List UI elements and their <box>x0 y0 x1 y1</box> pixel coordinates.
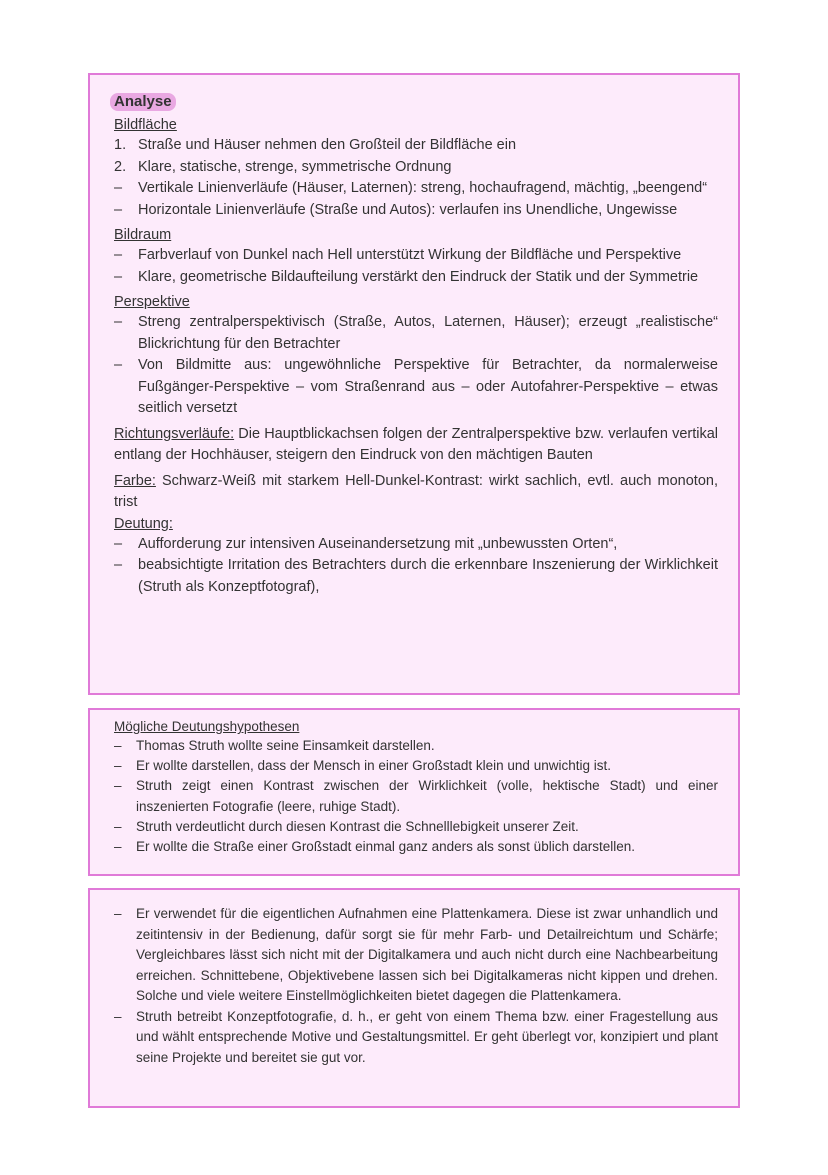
bildraum-title: Bildraum <box>114 227 172 243</box>
deutung-title: Deutung: <box>114 515 173 532</box>
hypotheses-box <box>88 708 740 876</box>
technique-box <box>88 888 740 1108</box>
farbe-paragraph: Farbe: Schwarz-Weiß mit starkem Hell-Dunkel-Kontrast: wirkt sachlich, evtl. auch monoton, trist <box>114 472 718 510</box>
list-item: – Struth betreibt Konzeptfotografie, d. h., er geht von einem Thema bzw. einer Fragestellung aus und wählt entsprechende Motive und Gestaltungsmittel. Er geht überlegt vor, konzipiert und plant seine Projekte und bereitet sie gut vor. <box>114 1008 718 1065</box>
list-item: – Klare, geometrische Bildaufteilung verstärkt den Eindruck der Statik und der Symmetrie <box>114 268 699 285</box>
list-item: – Thomas Struth wollte seine Einsamkeit darstellen. <box>114 738 435 753</box>
list-item: – Struth verdeutlicht durch diesen Kontrast die Schnelllebigkeit unserer Zeit. <box>114 818 579 834</box>
list-item: – Er wollte die Straße einer Großstadt einmal ganz anders als sonst üblich darstellen. <box>114 839 635 855</box>
list-item: 1. Straße und Häuser nehmen den Großteil der Bildfläche ein <box>114 137 517 153</box>
list-item: – Von Bildmitte aus: ungewöhnliche Perspektive für Betrachter, da normalerweise Fußgänger-Perspektive – vom Straßenrand aus – oder Autofahrer-Perspektive – etwas seitlich versetzt <box>114 357 718 416</box>
list-item: – Struth zeigt einen Kontrast zwischen der Wirklichkeit (volle, hektische Stadt) und einer inszenierten Fotografie (leere, ruhige Stadt). <box>114 778 718 814</box>
analysis-heading: Analyse <box>110 93 176 111</box>
analysis-box <box>88 73 740 695</box>
list-item: – beabsichtigte Irritation des Betrachters durch die erkennbare Inszenierung der Wirklichkeit (Struth als Konzeptfotograf), <box>114 557 718 595</box>
perspektive-title: Perspektive <box>114 294 190 310</box>
richtung-paragraph: Richtungsverläufe: Die Hauptblickachsen folgen der Zentralperspektive bzw. verlaufen vertikal entlang der Hochhäuser, steigern den Eindruck von den mächtigen Bauten <box>114 425 718 463</box>
list-item: 2. Klare, statische, strenge, symmetrische Ordnung <box>114 158 452 175</box>
list-item: – Er verwendet für die eigentlichen Aufnahmen eine Plattenkamera. Diese ist zwar unhandlich und zeitintensiv in der Bedienung, dafür sorgt sie für mehr Farb- und Detailreichtum und Schärfe; Vergleichbares lässt sich nicht mit der Digitalkamera und auch nicht durch eine Nachbearbeitung erreichen. Schnittebene, Objektivebene lassen sich bei Digitalkameras nicht kippen und drehen. Solche und viele weitere Einstellmöglichkeiten bietet dagegen die Plattenkamera. <box>114 906 718 1003</box>
bildflaeche-title: Bildfläche <box>114 117 177 133</box>
list-item: – Horizontale Linienverläufe (Straße und Autos): verlaufen ins Unendliche, Ungewisse <box>114 201 678 218</box>
list-item: – Er wollte darstellen, dass der Mensch in einer Großstadt klein und unwichtig ist. <box>114 758 611 774</box>
list-item: – Streng zentralperspektivisch (Straße, Autos, Laternen, Häuser); erzeugt „realistische“ Blickrichtung für den Betrachter <box>114 314 718 352</box>
list-item: – Vertikale Linienverläufe (Häuser, Laternen): streng, hochaufragend, mächtig, „beengend“ <box>114 180 708 196</box>
hypotheses-title: Mögliche Deutungshypothesen <box>114 719 300 734</box>
list-item: – Farbverlauf von Dunkel nach Hell unterstützt Wirkung der Bildfläche und Perspektive <box>114 247 682 263</box>
list-item: – Aufforderung zur intensiven Auseinandersetzung mit „unbewussten Orten“, <box>114 535 618 552</box>
